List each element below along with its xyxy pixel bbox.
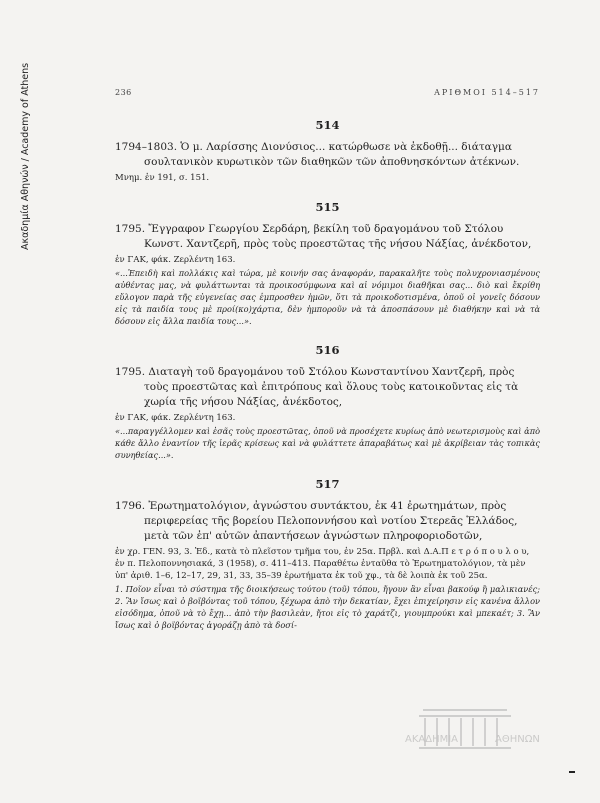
entry-reference: ἐν ΓΑΚ, φάκ. Ζερλέντη 163. — [115, 413, 236, 423]
page-mark — [569, 771, 575, 773]
entry-quote: «...παραγγέλλομεν καὶ ἐσᾶς τοὺς προεστῶτας, ὁποῦ νὰ προσέχετε κυρίως ἀπὸ νεωτερισμοὺς καὶ ἀπὸ κάθε ἄλλο ἐναντίον τῆς ἱερᾶς κρίσεως καὶ νὰ φυλάττετε ἀπαραβάτως καὶ μὲ ἀκρίβειαν τὰς τοπικὰς συνηθείας...». — [115, 426, 540, 460]
entry-quote: «...Ἐπειδὴ καὶ πολλάκις καὶ τώρα, μὲ κοινήν σας ἀναφοράν, παρακαλῆτε τοὺς πολυχρονιασμένους αὐθέντας μας, νὰ φυλάττωνται τὰ προικοσύμφωνα καὶ αἱ νόμιμοι διαθῆκαι σας... διὸ καὶ ἔκρίθη εὔλογον παρὰ τῆς εὐγενείας σας ἐμπροσθεν ἡμῶν, ὅτι τὰ προικοδοτισμένα, ὁποῦ οἱ γονεῖς δόσουν εἰς τὰ παιδία τους μὲ προί(κο)χάρτια, δὲν ἠμποροῦν νὰ τὰ ἀποσπάσουν μὲ διαθήκην καὶ νὰ τὰ δόσουν εἰς ἄλλα παιδία τους...». — [115, 268, 540, 326]
entry-text: 1796. Ἐρωτηματολόγιον, ἀγνώστου συντάκτου, ἐκ 41 ἐρωτημάτων, πρὸς περιφερείας τῆς βορείου Πελοποννήσου καὶ νοτίου Στερεᾶς Ἑλλάδος, μετὰ τῶν ἐπ' αὐτῶν ἀπαντήσεων ἀγνώστων πληροφοριοδοτῶν, — [115, 500, 518, 542]
entry-514 — [115, 118, 540, 184]
archive-side-label: Ακαδημία Αθηνών / Academy of Athens — [20, 62, 31, 250]
page-number: 236 — [115, 88, 132, 97]
entry-reference: ἐν ΓΑΚ, φάκ. Ζερλέντη 163. — [115, 255, 236, 265]
entry-517 — [115, 477, 540, 631]
running-head — [115, 88, 540, 102]
page-body — [115, 88, 540, 631]
entry-515 — [115, 200, 540, 327]
academy-watermark-logo — [395, 702, 545, 758]
watermark-text-2: ΑΘΗΝΩΝ — [495, 734, 540, 745]
entry-quote: 1. Ποῖον εἶναι τὸ σύστημα τῆς διοικήσεως τούτου (τοῦ) τόπου, ἤγουν ἂν εἶναι βακούφ ἢ μαλικιανές; 2. Ἂν ἴσως καὶ ὁ βοϊβόντας τοῦ τόπου, ξέχωρα ἀπὸ τὴν δεκατίαν, ἔχει ἐπιχείρησιν εἰς κανένα ἄλλον εἰσόδημα, ὁποῦ νὰ τὸ ἔχῃ... ἀπὸ τὴν βασιλεὰν, ἤτοι εἰς τὸ χαράτζι, γιουμπρούκι καὶ μπεκαέτ; 3. Ἂν ἴσως καὶ ὁ βοϊβόντας ἀγοράζῃ ἀπὸ τὰ δοσί- — [115, 584, 540, 630]
entry-text: 1795. Διαταγὴ τοῦ δραγομάνου τοῦ Στόλου Κωνσταντίνου Χαντζερῆ, πρὸς τοὺς προεστῶτας καὶ ἐπιτρόπους καὶ ὅλους τοὺς κατοικοῦντας εἰς τὰ χωρία τῆς νήσου Νάξίας, ἀνέκδοτος, — [115, 366, 519, 408]
entry-reference: Μνημ. ἐν 191, σ. 151. — [115, 173, 210, 183]
entry-number: 515 — [315, 200, 340, 214]
entry-number: 516 — [315, 343, 340, 357]
entry-number: 517 — [315, 477, 340, 491]
watermark-text-1: ΑΚΑΔΗΜΙΑ — [405, 734, 459, 745]
entry-516 — [115, 343, 540, 461]
entry-reference: ἐν χρ. ΓΕΝ. 93, 3. Ἐδ., κατὰ τὸ πλεῖστον τμῆμα του, ἐν 25α. Πρβλ. καὶ Δ.Α.Π ε τ ρ ό π ο υ λ ο υ, ἐν π. Πελοποννησιακά, 3 (1958), σ. 411–413. Παραθέτω ἐνταῦθα τὸ Ἐρωτηματολόγιον, τὰ μὲν ὑπ' ἀριθ. 1–6, 12–17, 29, 31, 33, 35–39 ἐρωτήματα ἐκ τοῦ χφ., τὰ δὲ λοιπὰ ἐκ τοῦ 25α. — [115, 547, 530, 581]
entry-number: 514 — [315, 118, 340, 132]
running-title: ΑΡΙΘΜΟΙ 514–517 — [434, 88, 540, 97]
entry-text: 1794–1803. Ὁ μ. Λαρίσσης Διονύσιος... κατώρθωσε νὰ ἐκδοθῇ... διάταγμα σουλτανικὸν κυρωτικὸν τῶν διαθηκῶν τῶν ἀποθνησκόντων ἀτέκνων. — [115, 141, 520, 168]
entry-text: 1795. Ἔγγραφον Γεωργίου Σερδάρη, βεκίλη τοῦ δραγομάνου τοῦ Στόλου Κωνστ. Χαντζερῆ, πρὸς τοὺς προεστῶτας τῆς νήσου Νάξίας, ἀνέκδοτον, — [115, 223, 532, 250]
